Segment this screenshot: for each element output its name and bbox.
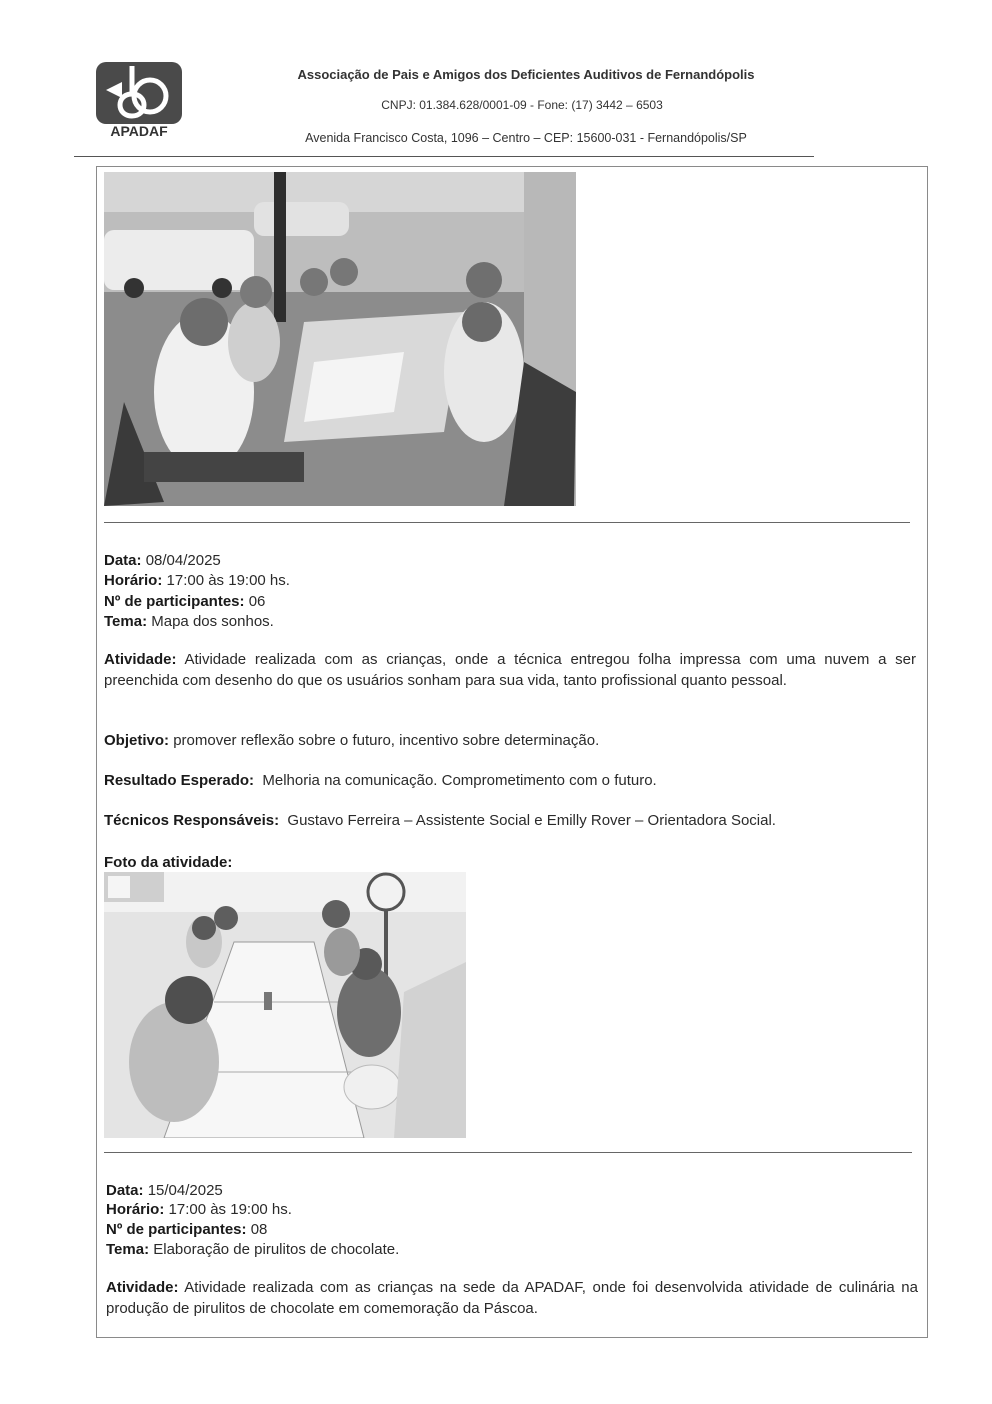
entry1-objective: Objetivo: promover reflexão sobre o futuro, incentivo sobre determinação. <box>104 732 600 749</box>
section-divider <box>104 1152 912 1153</box>
entry1-staff: Técnicos Responsáveis: Gustavo Ferreira – Assistente Social e Emilly Rover – Orientadora Social. <box>104 812 776 829</box>
entry2-participants: Nº de participantes: 08 <box>106 1221 268 1238</box>
entry1-theme: Tema: Mapa dos sonhos. <box>104 613 274 630</box>
section-divider <box>104 522 910 523</box>
entry1-time: Horário: 17:00 às 19:00 hs. <box>104 572 290 589</box>
entry1-date: Data: 08/04/2025 <box>104 552 221 569</box>
activity-photo-outdoor-table <box>104 172 576 506</box>
cnpj-phone: CNPJ: 01.384.628/0001-09 - Fone: (17) 3442 – 6503 <box>381 98 663 112</box>
entry1-participants: Nº de participantes: 06 <box>104 593 266 610</box>
entry2-theme: Tema: Elaboração de pirulitos de chocolate. <box>106 1241 400 1258</box>
entry2-date: Data: 15/04/2025 <box>106 1182 223 1199</box>
entry2-activity: Atividade: Atividade realizada com as crianças na sede da APADAF, onde foi desenvolvida atividade de culinária na produção de pirulitos de chocolate em comemoração da Páscoa. <box>106 1279 918 1317</box>
logo-wordmark: APADAF <box>110 123 168 139</box>
entry1-expected-result: Resultado Esperado: Melhoria na comunicação. Comprometimento com o futuro. <box>104 772 657 789</box>
entry2-time: Horário: 17:00 às 19:00 hs. <box>106 1201 292 1218</box>
organization-name: Associação de Pais e Amigos dos Deficientes Auditivos de Fernandópolis <box>297 67 755 82</box>
entry1-photo-label: Foto da atividade: <box>104 854 233 871</box>
entry1-activity: Atividade: Atividade realizada com as crianças, onde a técnica entregou folha impressa com uma nuvem a ser preenchida com desenho do que os usuários sonham para sua vida, tanto profissional quanto pessoal. <box>104 651 916 689</box>
address: Avenida Francisco Costa, 1096 – Centro – CEP: 15600-031 - Fernandópolis/SP <box>305 131 747 145</box>
activity-photo-indoor-drawing <box>104 872 466 1138</box>
header-divider <box>74 156 814 157</box>
